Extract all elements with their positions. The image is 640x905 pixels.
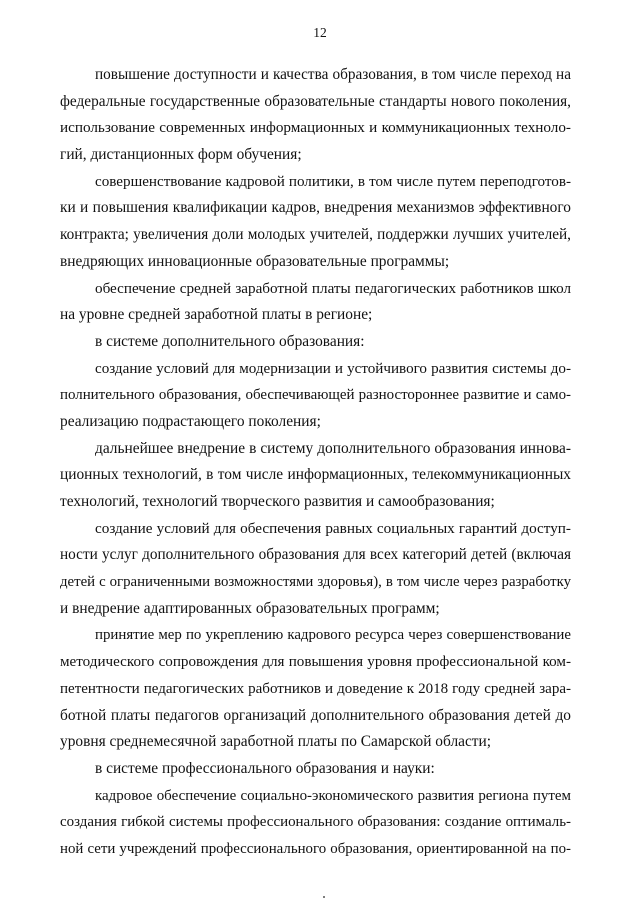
text-line: кадровое обеспечение социально-экономического развития региона путем: [95, 787, 571, 804]
text-line: ки и повышения квалификации кадров, внедрения механизмов эффективного: [60, 199, 571, 217]
text-line: детей с ограниченными возможностями здоровья), в том числе через разработку: [60, 574, 571, 591]
document-body: [60, 62, 571, 863]
text-line: повышение доступности и качества образования, в том числе переход на: [95, 66, 571, 83]
text-line: принятие мер по укреплению кадрового ресурса через совершенствование: [95, 627, 571, 644]
text-line: совершенствование кадровой политики, в том числе путем переподготов-: [95, 173, 571, 190]
text-line: ности услуг дополнительного образования для всех категорий детей (включая: [60, 546, 571, 564]
text-line: на уровне средней заработной платы в регионе;: [60, 306, 373, 324]
section-heading-line: в системе профессионального образования и науки:: [95, 759, 435, 777]
text-line: методического сопровождения для повышения уровня профессиональной ком-: [60, 654, 571, 671]
text-line: и внедрение адаптированных образовательных программ;: [60, 599, 440, 617]
scan-speck: [323, 896, 325, 898]
text-line: контракта; увеличения доли молодых учителей, поддержки лучших учителей,: [60, 226, 571, 244]
text-line: петентности педагогических работников и доведение к 2018 году средней зара-: [60, 680, 571, 697]
text-line: дальнейшее внедрение в систему дополнительного образования иннова-: [95, 439, 571, 457]
text-line: внедряющих инновационные образовательные программы;: [60, 252, 450, 270]
text-line: уровня среднемесячной заработной платы по Самарской области;: [60, 733, 492, 751]
text-line: создание условий для обеспечения равных социальных гарантий доступ-: [95, 519, 571, 537]
text-line: использование современных информационных и коммуникационных техноло-: [60, 119, 571, 137]
text-line: гий, дистанционных форм обучения;: [60, 146, 302, 164]
text-line: создания гибкой системы профессионального образования: создание оптималь-: [60, 814, 571, 831]
text-line: ботной платы педагогов организаций дополнительного образования детей до: [60, 706, 571, 724]
text-line: ной сети учреждений профессионального образования, ориентированной на по-: [60, 840, 571, 857]
text-line: обеспечение средней заработной платы педагогических работников школ: [95, 280, 571, 297]
text-line: технологий, технологий творческого развития и самообразования;: [60, 493, 495, 510]
text-line: создание условий для модернизации и устойчивого развития системы до-: [95, 360, 571, 377]
text-line: полнительного образования, обеспечивающей разностороннее развитие и само-: [60, 387, 571, 404]
page-number: 12: [313, 25, 327, 40]
text-line: федеральные государственные образовательные стандарты нового поколения,: [60, 92, 571, 110]
text-line: реализацию подрастающего поколения;: [60, 412, 321, 430]
section-heading-line: в системе дополнительного образования:: [95, 332, 365, 350]
text-line: ционных технологий, в том числе информационных, телекоммуникационных: [60, 466, 571, 484]
